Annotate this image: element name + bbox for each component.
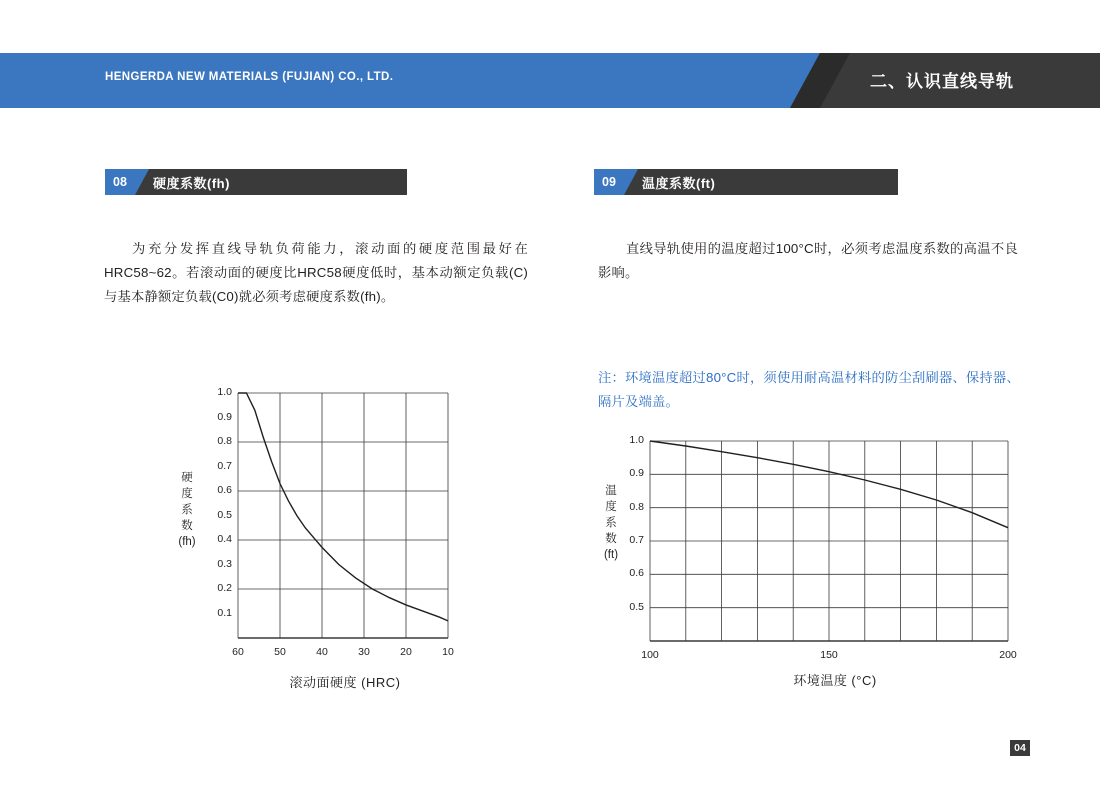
chart-x-tick-label: 150 — [820, 649, 838, 661]
chart-y-tick-label: 0.2 — [217, 582, 232, 594]
section-header-08 — [105, 169, 407, 195]
section-header-09 — [594, 169, 898, 195]
chart-y-tick-label: 1.0 — [217, 386, 232, 398]
chart-y-tick-label: 0.8 — [629, 500, 644, 513]
chart-y-axis-label-char: 温 — [605, 485, 617, 497]
chart-y-axis-label-char: (ft) — [603, 549, 619, 561]
page-header — [0, 53, 1100, 108]
chart-x-tick-label: 10 — [442, 646, 454, 658]
company-name: HENGERDA NEW MATERIALS (FUJIAN) CO., LTD. — [105, 71, 394, 83]
chart-y-tick-label: 0.9 — [217, 410, 232, 423]
chart-y-tick-label: 0.7 — [629, 534, 644, 546]
chapter-title: 二、认识直线导轨 — [870, 72, 1014, 91]
chart-x-tick-label: 40 — [316, 646, 328, 658]
chart-x-tick-label: 60 — [232, 646, 244, 658]
chart-x-tick-label: 30 — [358, 646, 370, 658]
chart-y-tick-label: 0.3 — [217, 557, 232, 570]
section-number: 09 — [594, 169, 624, 195]
chart-y-tick-label: 0.9 — [629, 467, 644, 480]
chart-y-tick-label: 0.5 — [217, 508, 232, 521]
chart-y-tick-label: 0.5 — [629, 600, 644, 613]
chart-y-axis-label-char: 数 — [605, 533, 617, 545]
chart-y-axis-label — [174, 470, 200, 550]
chart-x-axis-label: 环境温度 (°C) — [793, 673, 877, 688]
chart-x-tick-label: 20 — [400, 646, 412, 658]
chart-y-axis-label-char: (fh) — [178, 536, 196, 548]
chart-x-tick-label: 100 — [641, 649, 659, 661]
chart-y-axis-label-char: 度 — [181, 488, 193, 500]
chart-y-tick-label: 0.6 — [217, 484, 232, 496]
chart-y-tick-label: 0.1 — [217, 606, 232, 619]
page-number: 04 — [1010, 740, 1030, 756]
chart-y-tick-label: 0.4 — [217, 533, 232, 545]
chart-y-axis-label-char: 硬 — [181, 472, 193, 484]
chart-y-axis-label-char: 系 — [605, 517, 617, 529]
section-title: 硬度系数(fh) — [153, 175, 230, 191]
section-08-body: 为充分发挥直线导轨负荷能力，滚动面的硬度范围最好在HRC58~62。若滚动面的硬度比HRC58硬度低时，基本动额定负载(C)与基本静额定负载(C0)就必须考虑硬度系数(fh)。 — [104, 241, 528, 304]
section-09-body: 直线导轨使用的温度超过100°C时，必须考虑温度系数的高温不良影响。 — [598, 241, 1018, 280]
chart-y-axis-label-char: 数 — [181, 520, 193, 532]
chart-y-axis-label-char: 系 — [181, 504, 193, 516]
chart-x-axis-label: 滚动面硬度 (HRC) — [289, 675, 401, 690]
chart-x-tick-label: 200 — [999, 649, 1017, 661]
chart-y-axis-label — [598, 483, 624, 563]
chart-y-tick-label: 1.0 — [629, 434, 644, 446]
chart-y-tick-label: 0.7 — [217, 459, 232, 472]
section-09-note: 注：环境温度超过80°C时，须使用耐高温材料的防尘刮刷器、保持器、隔片及端盖。 — [598, 370, 1020, 409]
section-title: 温度系数(ft) — [642, 175, 716, 191]
chart-y-axis-label-char: 度 — [605, 501, 617, 513]
hardness-factor-chart — [150, 380, 480, 700]
chart-x-tick-label: 50 — [274, 646, 286, 658]
temperature-factor-chart — [590, 425, 1030, 700]
chart-y-tick-label: 0.8 — [217, 435, 232, 447]
chart-y-tick-label: 0.6 — [629, 567, 644, 580]
section-number: 08 — [105, 169, 135, 195]
